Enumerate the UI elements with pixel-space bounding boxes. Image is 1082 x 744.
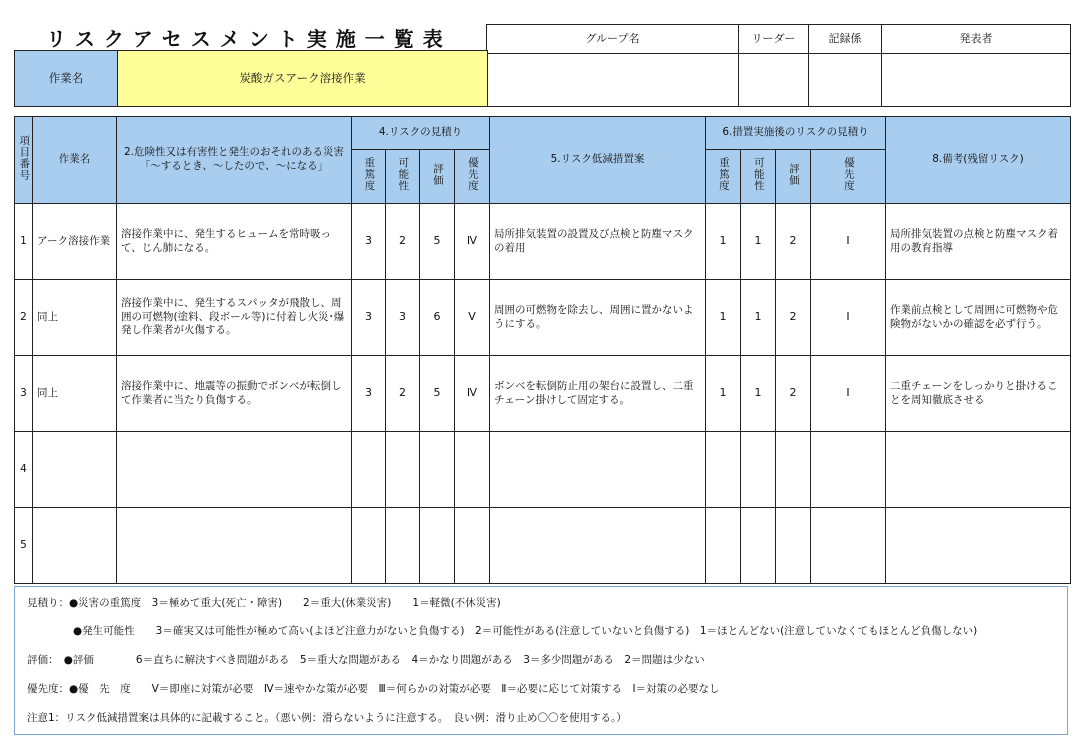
row-number: 2	[15, 280, 33, 356]
row-possibility-post[interactable]: 1	[741, 356, 776, 432]
row-severity[interactable]: 3	[352, 356, 386, 432]
row-measure[interactable]: 周囲の可燃物を除去し、周囲に置かないようにする。	[490, 280, 706, 356]
row-evaluation-post[interactable]: 2	[776, 356, 811, 432]
row-priority-post[interactable]	[811, 508, 886, 584]
group-info-table	[486, 24, 1071, 107]
row-number: 4	[15, 432, 33, 508]
header-evaluation-post: 評価	[776, 150, 811, 204]
row-task[interactable]: 同上	[33, 356, 117, 432]
row-severity-post[interactable]: 1	[706, 280, 741, 356]
legend-box	[14, 586, 1068, 735]
table-row	[15, 432, 1071, 508]
row-remarks[interactable]: 作業前点検として周囲に可燃物や危険物がないかの確認を必ず行う。	[886, 280, 1071, 356]
row-priority-post[interactable]: Ⅰ	[811, 280, 886, 356]
legend-severity: 見積り：●災害の重篤度 3＝極めて重大(死亡・障害) 2＝重大(休業災害) 1＝軽微(不休災害)	[27, 597, 501, 609]
risk-assessment-table	[14, 116, 1071, 584]
legend-note: 注意1：リスク低減措置案は具体的に記載すること。（悪い例：滑らないように注意する。 良い例：滑り止め〇〇を使用する。）	[27, 712, 627, 724]
row-measure[interactable]: ボンベを転倒防止用の架台に設置し、二重チェーン掛けして固定する。	[490, 356, 706, 432]
row-evaluation-post[interactable]	[776, 432, 811, 508]
row-priority-post[interactable]: Ⅰ	[811, 204, 886, 280]
row-remarks[interactable]: 局所排気装置の点検と防塵マスク着用の教育指導	[886, 204, 1071, 280]
row-measure[interactable]: 局所排気装置の設置及び点検と防塵マスクの着用	[490, 204, 706, 280]
row-possibility[interactable]	[386, 508, 420, 584]
leader-field[interactable]	[739, 54, 809, 107]
row-measure[interactable]	[490, 508, 706, 584]
row-evaluation[interactable]: 5	[420, 356, 455, 432]
row-possibility[interactable]: 2	[386, 204, 420, 280]
row-priority[interactable]: Ⅳ	[455, 356, 490, 432]
header-item-no: 項目番号	[15, 117, 33, 204]
row-hazard[interactable]: 溶接作業中に、発生するスパッタが飛散し、周囲の可燃物(塗料、段ボール等)に付着し火災･爆発し作業者が火傷する。	[117, 280, 352, 356]
row-possibility[interactable]: 3	[386, 280, 420, 356]
header-remarks: 8.備考(残留リスク)	[886, 117, 1071, 204]
row-number: 3	[15, 356, 33, 432]
row-hazard[interactable]: 溶接作業中に、発生するヒュームを常時吸って、じん肺になる。	[117, 204, 352, 280]
header-possibility-post: 可能性	[741, 150, 776, 204]
header-risk-estimate: 4.リスクの見積り	[352, 117, 490, 150]
header-post-estimate: 6.措置実施後のリスクの見積り	[706, 117, 886, 150]
row-priority[interactable]	[455, 508, 490, 584]
group-name-field[interactable]	[487, 54, 739, 107]
row-hazard[interactable]	[117, 432, 352, 508]
row-evaluation-post[interactable]	[776, 508, 811, 584]
row-remarks[interactable]	[886, 432, 1071, 508]
header-priority-post: 優先度	[811, 150, 886, 204]
row-evaluation-post[interactable]: 2	[776, 204, 811, 280]
page-title: リスクアセスメント実施一覧表	[46, 26, 452, 51]
row-priority-post[interactable]	[811, 432, 886, 508]
table-row	[15, 356, 1071, 432]
row-measure[interactable]	[490, 432, 706, 508]
row-evaluation[interactable]: 6	[420, 280, 455, 356]
header-evaluation: 評価	[420, 150, 455, 204]
header-hazard: 2.危険性又は有害性と発生のおそれのある災害「～するとき、～したので、～になる」	[117, 117, 352, 204]
table-row	[15, 204, 1071, 280]
row-possibility-post[interactable]: 1	[741, 280, 776, 356]
legend-possibility: ●発生可能性 3＝確実又は可能性が極めて高い(よほど注意力がないと負傷する) 2＝可能性がある(注意していないと負傷する) 1＝ほとんどない(注意していなくてもほとんど負傷しない)	[73, 625, 978, 637]
row-severity[interactable]: 3	[352, 280, 386, 356]
row-possibility[interactable]: 2	[386, 356, 420, 432]
presenter-field[interactable]	[882, 54, 1071, 107]
task-name-label: 作業名	[15, 51, 118, 107]
row-task[interactable]	[33, 432, 117, 508]
row-remarks[interactable]	[886, 508, 1071, 584]
task-name-table	[14, 50, 488, 107]
presenter-header: 発表者	[882, 25, 1071, 54]
row-severity[interactable]	[352, 432, 386, 508]
row-evaluation[interactable]	[420, 508, 455, 584]
recorder-header: 記録係	[809, 25, 882, 54]
row-hazard[interactable]	[117, 508, 352, 584]
task-name-value[interactable]: 炭酸ガスアーク溶接作業	[118, 51, 488, 107]
row-evaluation-post[interactable]: 2	[776, 280, 811, 356]
row-task[interactable]	[33, 508, 117, 584]
row-possibility-post[interactable]: 1	[741, 204, 776, 280]
leader-header: リーダー	[739, 25, 809, 54]
row-possibility-post[interactable]	[741, 508, 776, 584]
row-severity[interactable]: 3	[352, 204, 386, 280]
row-priority[interactable]: Ⅴ	[455, 280, 490, 356]
header-possibility: 可能性	[386, 150, 420, 204]
row-number: 1	[15, 204, 33, 280]
row-severity[interactable]	[352, 508, 386, 584]
header-severity-post: 重篤度	[706, 150, 741, 204]
header-severity: 重篤度	[352, 150, 386, 204]
legend-evaluation: 評価： ●評価 6＝直ちに解決すべき問題がある 5＝重大な問題がある 4＝かなり問題がある 3＝多少問題がある 2＝問題は少ない	[27, 654, 705, 666]
table-row	[15, 280, 1071, 356]
table-row	[15, 508, 1071, 584]
row-severity-post[interactable]: 1	[706, 204, 741, 280]
row-severity-post[interactable]	[706, 432, 741, 508]
row-priority-post[interactable]: Ⅰ	[811, 356, 886, 432]
row-remarks[interactable]: 二重チェーンをしっかりと掛けることを周知徹底させる	[886, 356, 1071, 432]
row-possibility[interactable]	[386, 432, 420, 508]
row-severity-post[interactable]	[706, 508, 741, 584]
row-priority[interactable]: Ⅳ	[455, 204, 490, 280]
header-measure: 5.リスク低減措置案	[490, 117, 706, 204]
recorder-field[interactable]	[809, 54, 882, 107]
row-evaluation[interactable]	[420, 432, 455, 508]
row-number: 5	[15, 508, 33, 584]
row-possibility-post[interactable]	[741, 432, 776, 508]
row-priority[interactable]	[455, 432, 490, 508]
row-severity-post[interactable]: 1	[706, 356, 741, 432]
row-task[interactable]: アーク溶接作業	[33, 204, 117, 280]
row-hazard[interactable]: 溶接作業中に、地震等の振動でボンベが転倒して作業者に当たり負傷する。	[117, 356, 352, 432]
row-task[interactable]: 同上	[33, 280, 117, 356]
header-priority: 優先度	[455, 150, 490, 204]
group-name-header: グループ名	[487, 25, 739, 54]
row-evaluation[interactable]: 5	[420, 204, 455, 280]
legend-priority: 優先度：●優 先 度 Ⅴ＝即座に対策が必要 Ⅳ＝速やかな策が必要 Ⅲ＝何らかの対策が必要 Ⅱ＝必要に応じて対策する Ⅰ＝対策の必要なし	[27, 683, 720, 695]
header-task: 作業名	[33, 117, 117, 204]
